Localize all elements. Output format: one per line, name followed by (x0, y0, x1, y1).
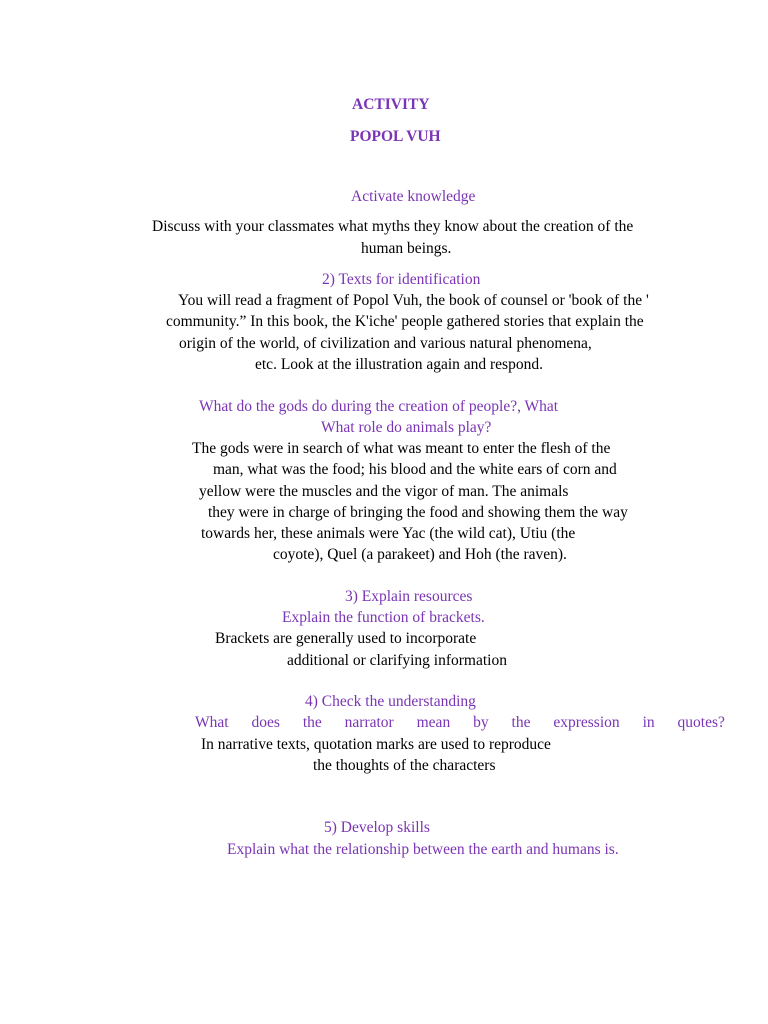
section2-question-line: What role do animals play? (321, 419, 492, 436)
question-word: the (302, 714, 322, 731)
section2-body-line: etc. Look at the illustration again and respond. (255, 356, 543, 373)
section-heading-develop-skills: 5) Develop skills (324, 819, 430, 836)
section2-answer-line: they were in charge of bringing the food and showing them the way (208, 504, 628, 521)
section5-question: Explain what the relationship between the earth and humans is. (227, 841, 619, 858)
section2-body-line: origin of the world, of civilization and various natural phenomena, (179, 335, 592, 352)
document-subtitle: POPOL VUH (350, 128, 441, 145)
section2-body-line: community.” In this book, the K'iche' people gathered stories that explain the (166, 313, 644, 330)
section2-question-line: What do the gods do during the creation of people?, What (199, 398, 559, 415)
question-word: What (195, 714, 229, 731)
question-word: by (473, 714, 489, 731)
section-heading-texts-for-identification: 2) Texts for identification (322, 271, 481, 288)
section2-answer-line: The gods were in search of what was meant to enter the flesh of the (192, 440, 611, 457)
question-word: expression (553, 714, 620, 731)
question-word: mean (416, 714, 451, 731)
section-heading-explain-resources: 3) Explain resources (345, 588, 473, 605)
section3-answer-line: additional or clarifying information (287, 652, 507, 669)
section2-answer-line: yellow were the muscles and the vigor of man. The animals (199, 483, 569, 500)
section4-answer-line: In narrative texts, quotation marks are used to reproduce (201, 736, 551, 753)
section-heading-activate-knowledge: Activate knowledge (351, 188, 476, 205)
section1-body-line: Discuss with your classmates what myths they know about the creation of the (152, 218, 634, 235)
section1-body-line: human beings. (361, 240, 452, 257)
section2-answer-line: coyote), Quel (a parakeet) and Hoh (the raven). (273, 546, 567, 563)
question-word: does (251, 714, 280, 731)
question-word: in (642, 714, 655, 731)
activity-title: ACTIVITY (352, 96, 430, 113)
section2-answer-line: towards her, these animals were Yac (the wild cat), Utiu (the (201, 525, 576, 542)
section3-question: Explain the function of brackets. (282, 609, 485, 626)
section2-body-line: You will read a fragment of Popol Vuh, the book of counsel or 'book of the ' (178, 292, 649, 309)
section4-question (195, 713, 725, 733)
section4-answer-line: the thoughts of the characters (313, 757, 496, 774)
section3-answer-line: Brackets are generally used to incorporate (215, 630, 477, 647)
section2-answer-line: man, what was the food; his blood and the white ears of corn and (213, 461, 617, 478)
question-word: narrator (344, 714, 394, 731)
question-word: quotes? (677, 714, 725, 731)
question-word: the (511, 714, 531, 731)
section-heading-check-understanding: 4) Check the understanding (305, 693, 476, 710)
